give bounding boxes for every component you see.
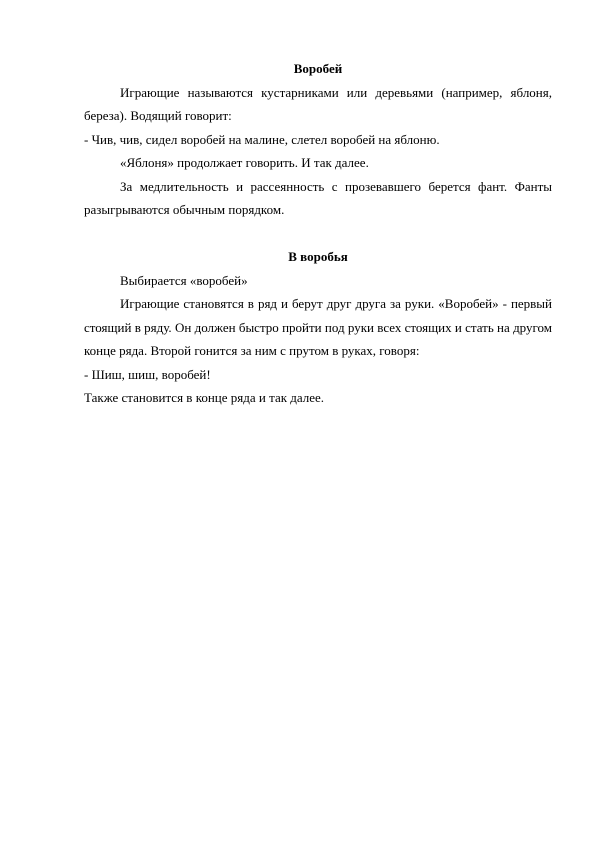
paragraph: Также становится в конце ряда и так далее. — [84, 390, 325, 405]
section-title: Воробей — [293, 61, 343, 76]
section-spacer — [84, 222, 552, 246]
section-vorobey — [84, 57, 552, 222]
paragraph: Выбирается «воробей» — [120, 272, 248, 288]
paragraph: - Шиш, шиш, воробей! — [84, 366, 211, 382]
paragraph: Играющие становятся в ряд и берут друг друга за руки. «Воробей» - первый стоящий в ряду. Он должен быстро пройти под руки всех стоящих и стать на другом конце ряда. Второй гонится за ним с прутом в руках, говоря: — [84, 296, 552, 358]
paragraph: Играющие называются кустарниками или деревьями (например, яблоня, береза). Водящий говорит: — [84, 84, 552, 123]
document-body — [84, 57, 552, 410]
section-v-vorobya — [84, 245, 552, 410]
section-title: В воробья — [288, 249, 348, 264]
paragraph: За медлительность и рассеянность с прозевавшего берется фант. Фанты разыгрываются обычным порядком. — [84, 178, 552, 217]
paragraph: «Яблоня» продолжает говорить. И так далее. — [120, 155, 369, 170]
paragraph: - Чив, чив, сидел воробей на малине, слетел воробей на яблоню. — [84, 131, 440, 147]
